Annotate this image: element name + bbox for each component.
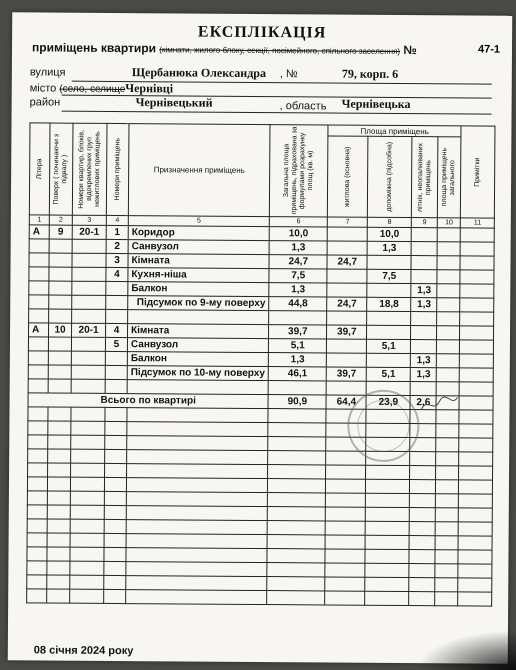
header-living: житлова (основна) (328, 136, 369, 217)
header-auxiliary: допоміжна (підсобна) (368, 136, 413, 217)
street-value: Щербанюка Олександра (131, 65, 267, 81)
explication-table (26, 122, 496, 606)
city-label: місто (29, 82, 57, 95)
header-area-group: Площа приміщень (328, 125, 461, 137)
table-row: 4 Кухня-ніша 7,5 7,5 (29, 267, 494, 284)
subtitle-struck: (кімнати, жилого блоку, секції, посімейного, спільного заселення) (159, 45, 401, 56)
subtitle-main: приміщень квартири (31, 40, 157, 56)
official-stamp (347, 390, 420, 463)
table-row: А 10 20-1 4 Кімната 39,7 39,7 (29, 323, 494, 340)
number-label: № (403, 42, 417, 58)
header-notes: Примітки (461, 126, 496, 218)
header-total-area: Загальна площа приміщень, підрахована за формулами розрахунку площ (кв. м) (270, 125, 329, 217)
table-row: 5 Санвузол 5,1 5,1 (28, 337, 493, 354)
document-subtitle (32, 40, 417, 57)
street-label: вулиця (29, 66, 66, 79)
document-number: 47-1 (477, 43, 501, 56)
table-row: 3 Кімната 24,7 24,7 (29, 253, 494, 270)
column-number-row: 1 2 3 4 5 6 7 8 9 10 11 (29, 215, 494, 228)
grand-total-row: Всього по квартирі 90,9 64,4 23,9 2,6 (28, 393, 493, 410)
district-value: Чернівецький (135, 95, 213, 110)
header-summer: літніх, неопалюваних приміщень (412, 137, 439, 218)
district-underline (62, 111, 492, 115)
document-page (8, 12, 513, 663)
document-date: 08 січня 2024 року (33, 644, 134, 658)
header-apt-no: Номери квартир, блоків, відокремлених груп нежитлових приміщень (72, 123, 107, 215)
region-value: Чернівецька (341, 96, 411, 112)
house-label: , № (279, 68, 298, 81)
city-value: Чернівці (125, 81, 174, 96)
city-underline (62, 95, 492, 99)
subtotal-floor-9-row: Підсумок по 9-му поверху 44,8 24,7 18,8 1,3 (29, 295, 494, 312)
header-purpose: Призначення приміщень (128, 124, 270, 217)
header-floor: Поверх ( починаючи з підвалу ) (49, 123, 73, 215)
signature-mark (419, 393, 459, 415)
header-common: площа приміщень загального (438, 137, 462, 218)
table-row: Балкон 1,3 1,3 (29, 281, 494, 298)
table-row: Балкон 1,3 1,3 (28, 351, 493, 368)
district-label: район (29, 96, 61, 109)
table-row: А 9 20-1 1 Коридор 10,0 10,0 (29, 225, 494, 242)
region-label: , область (279, 100, 327, 113)
table-row: 2 Санвузол 1,3 1,3 (29, 239, 494, 256)
house-value: 79, корп. 6 (341, 66, 399, 81)
header-litera: Літера (29, 123, 50, 215)
city-struck: (село, селище (59, 83, 126, 96)
header-room-no: Номери приміщень (106, 123, 129, 215)
subtotal-floor-10-row: Підсумок по 10-му поверху 46,1 39,7 5,1 1,3 (28, 365, 493, 382)
document-title: ЕКСПЛІКАЦІЯ (197, 23, 327, 42)
photo-shadow (416, 630, 516, 670)
